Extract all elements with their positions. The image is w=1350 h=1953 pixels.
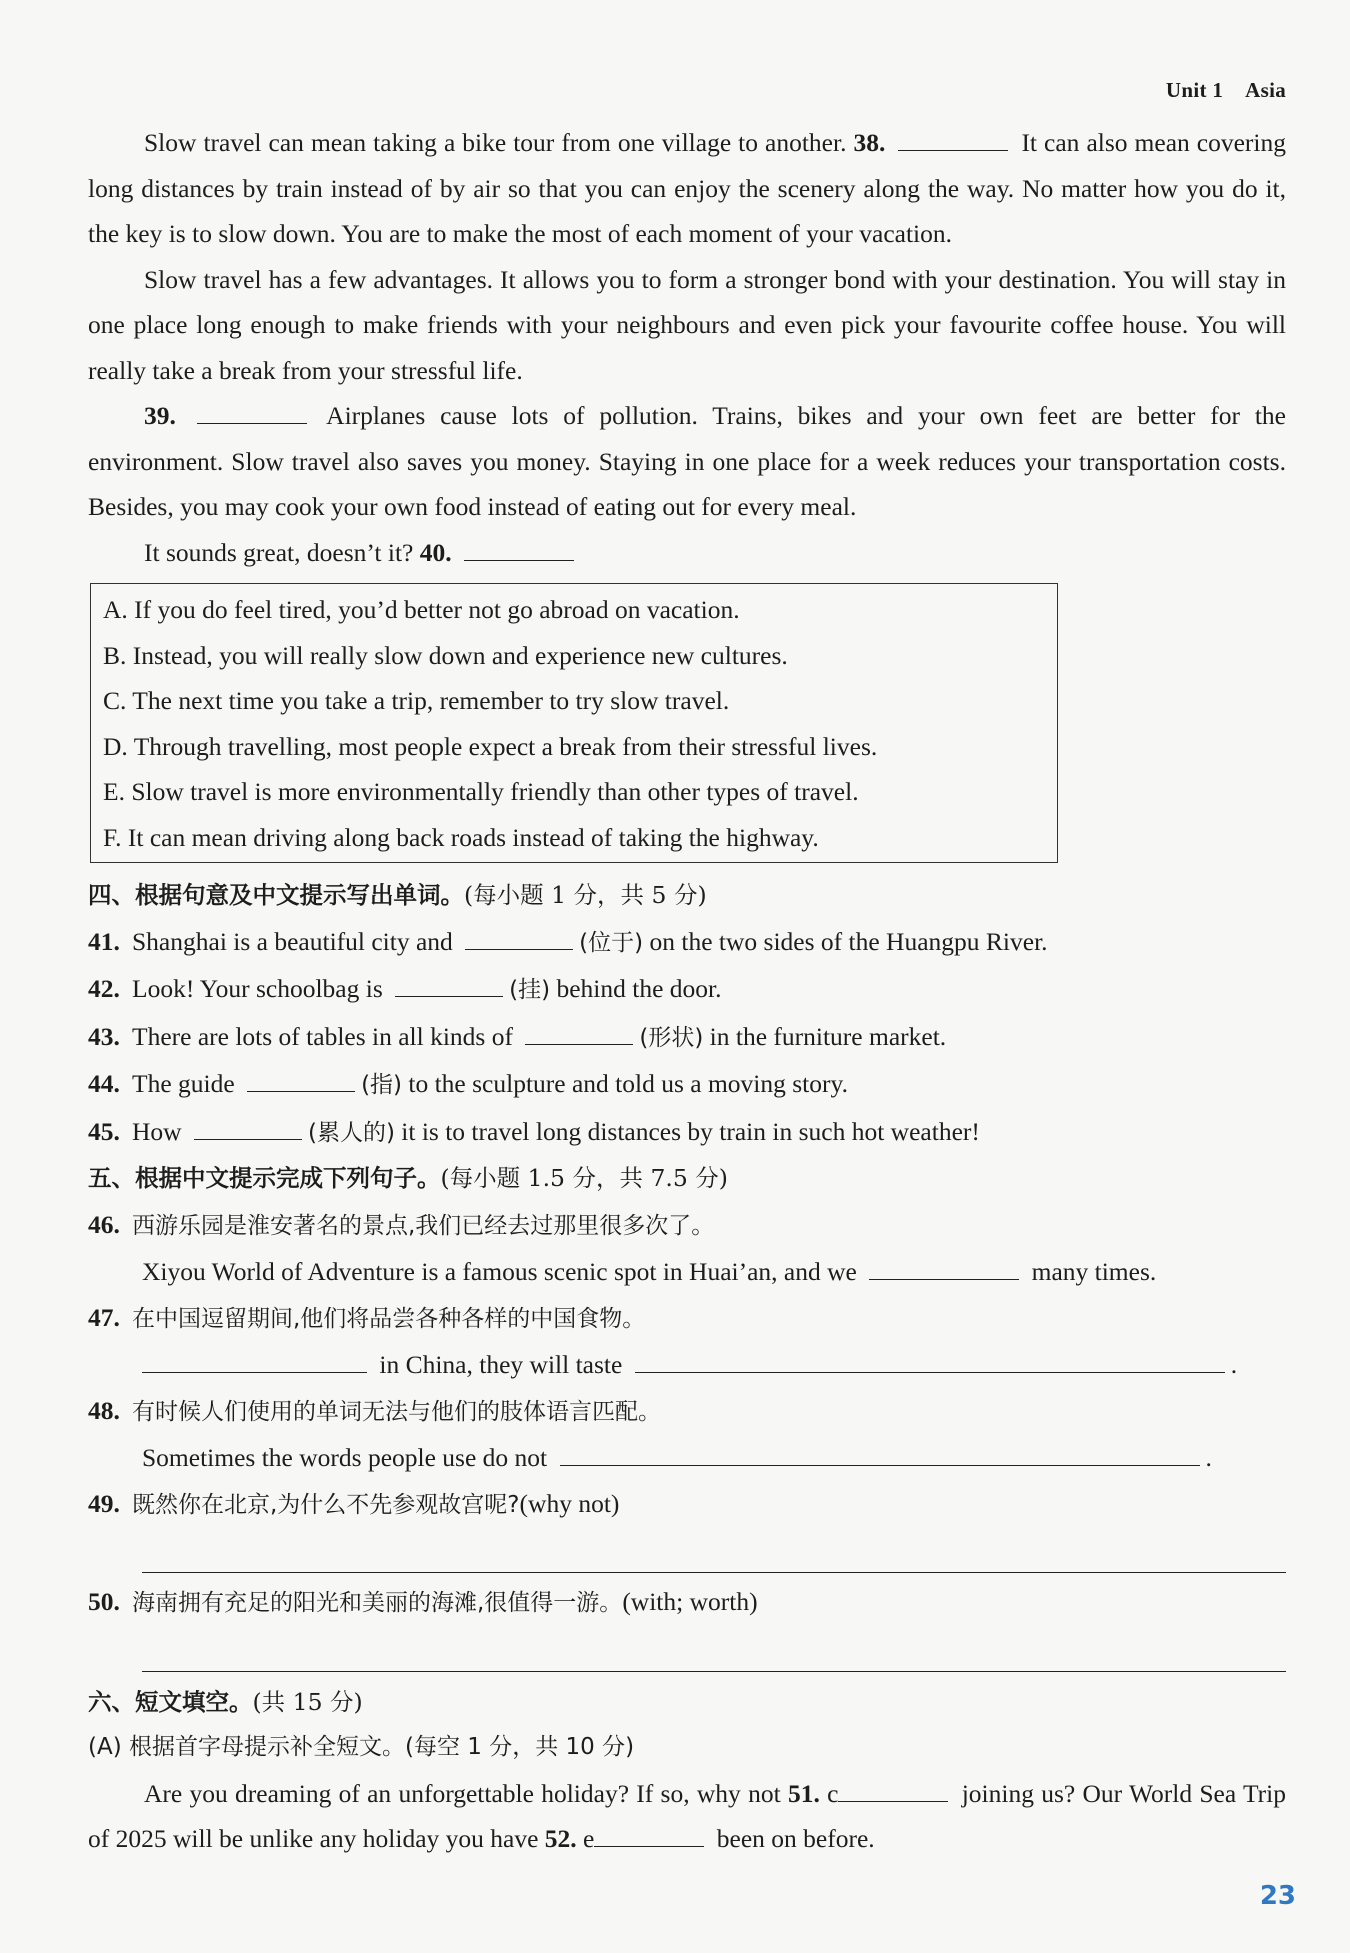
answer-blank-40[interactable]	[464, 534, 574, 561]
answer-blank-45[interactable]	[194, 1113, 302, 1140]
answer-blank-39[interactable]	[197, 397, 307, 424]
question-41	[88, 919, 1286, 967]
option-c: C. The next time you take a trip, remember to try slow travel.	[103, 686, 730, 715]
option-a: A. If you do feel tired, you’d better not go abroad on vacation.	[103, 595, 740, 624]
question-number: 42.	[88, 974, 120, 1003]
question-number: 44.	[88, 1069, 120, 1098]
section-title: 四、根据句意及中文提示写出单词。	[88, 881, 464, 909]
passage-paragraph-4	[88, 530, 1286, 576]
question-text: Sometimes the words people use do not	[142, 1443, 548, 1472]
question-number: 50.	[88, 1587, 120, 1616]
chinese-hint: (挂)	[509, 977, 551, 1003]
answer-blank-47a[interactable]	[142, 1346, 367, 1373]
page-content	[88, 120, 1286, 1862]
question-number: 46.	[88, 1209, 120, 1239]
question-number: 47.	[88, 1302, 120, 1332]
answer-blank-44[interactable]	[247, 1065, 355, 1092]
section-4-heading	[88, 873, 1286, 919]
question-text: behind the door.	[556, 974, 722, 1003]
question-42	[88, 966, 1286, 1014]
chinese-hint: (指)	[361, 1072, 403, 1098]
page-number: 23	[1259, 1881, 1296, 1911]
question-number: 48.	[88, 1395, 120, 1425]
passage-text: Are you dreaming of an unforgettable holiday? If so, why not	[144, 1778, 781, 1808]
question-46-english	[88, 1249, 1286, 1295]
section-title: 六、短文填空。	[88, 1687, 253, 1716]
question-number-38: 38.	[853, 128, 886, 157]
question-number: 45.	[88, 1116, 120, 1146]
chinese-sentence: 有时候人们使用的单词无法与他们的肢体语言匹配。	[132, 1398, 661, 1425]
options-box	[90, 583, 1058, 863]
section-5-heading	[88, 1156, 1286, 1202]
option-f: F. It can mean driving along back roads instead of taking the highway.	[103, 822, 819, 852]
section-note: (每小题 1 分，共 5 分)	[464, 881, 707, 909]
period: .	[1205, 1443, 1212, 1472]
answer-blank-41[interactable]	[465, 923, 573, 950]
section-note: (共 15 分)	[252, 1687, 363, 1716]
passage-6a	[88, 1771, 1286, 1862]
question-text: on the two sides of the Huangpu River.	[649, 926, 1048, 956]
question-text: Look! Your schoolbag is	[132, 974, 383, 1003]
passage-text: Slow travel can mean taking a bike tour from one village to another.	[144, 128, 847, 157]
answer-blank-38[interactable]	[898, 124, 1008, 151]
section-note: (每小题 1.5 分，共 7.5 分)	[440, 1164, 728, 1192]
question-46	[88, 1202, 1286, 1250]
chinese-sentence: 既然你在北京,为什么不先参观故宫呢?	[132, 1491, 520, 1518]
period: .	[1230, 1350, 1238, 1379]
chinese-sentence: 西游乐园是淮安著名的景点,我们已经去过那里很多次了。	[132, 1212, 715, 1239]
section-title: 五、根据中文提示完成下列句子。	[88, 1164, 441, 1192]
question-48-english	[88, 1435, 1286, 1481]
passage-paragraph-1	[88, 120, 1286, 257]
answer-blank-51[interactable]	[838, 1775, 948, 1802]
header-unit: Unit 1	[1165, 78, 1224, 102]
question-text: Xiyou World of Adventure is a famous scenic spot in Huai’an, and we	[142, 1257, 857, 1286]
hint-words: (why not)	[519, 1488, 620, 1518]
option-d: D. Through travelling, most people expect a break from their stressful lives.	[103, 731, 878, 761]
option-b: B. Instead, you will really slow down and experience new cultures.	[103, 640, 788, 670]
question-text: to the sculpture and told us a moving story.	[408, 1069, 848, 1098]
question-text: in the furniture market.	[709, 1021, 947, 1051]
chinese-hint: (形状)	[639, 1024, 704, 1051]
question-number-40: 40.	[419, 537, 452, 567]
passage-text: Airplanes cause lots of pollution. Trains, bikes and your own feet are better for the environment. Slow travel also saves you money. Staying in one place for a week reduces your transportation costs. Besides, you may cook your own food instead of eating out for every meal.	[88, 401, 1286, 521]
question-text: many times.	[1031, 1257, 1157, 1286]
question-44	[88, 1061, 1286, 1109]
question-text: How	[132, 1116, 182, 1146]
chinese-sentence: 在中国逗留期间,他们将品尝各种各样的中国食物。	[132, 1305, 646, 1332]
passage-text: joining us? Our World Sea Trip of 2025 will be unlike any holiday you have	[88, 1778, 1287, 1853]
question-47	[88, 1295, 1286, 1343]
question-text: Shanghai is a beautiful city and	[132, 926, 453, 956]
question-number: 43.	[88, 1021, 120, 1051]
question-number-51: 51.	[787, 1778, 820, 1808]
question-number: 49.	[88, 1488, 120, 1518]
section-6-part-a-heading	[88, 1725, 1286, 1771]
question-number-39: 39.	[144, 401, 176, 430]
question-text: The guide	[132, 1069, 235, 1098]
chinese-sentence: 海南拥有充足的阳光和美丽的海滩,很值得一游。	[132, 1590, 623, 1616]
passage-paragraph-3	[88, 393, 1286, 530]
hint-words: (with; worth)	[622, 1587, 758, 1616]
part-note: (每空 1 分，共 10 分)	[405, 1734, 635, 1760]
answer-blank-42[interactable]	[395, 970, 503, 997]
passage-text: It sounds great, doesn’t it?	[144, 537, 414, 567]
chinese-hint: (位于)	[579, 929, 644, 956]
answer-blank-46[interactable]	[869, 1253, 1019, 1280]
question-text: it is to travel long distances by train in such hot weather!	[401, 1116, 980, 1146]
question-48	[88, 1388, 1286, 1436]
question-43	[88, 1014, 1286, 1062]
question-number: 41.	[88, 926, 120, 956]
header-title: Asia	[1245, 78, 1286, 102]
passage-paragraph-2: Slow travel has a few advantages. It allows you to form a stronger bond with your destination. You will stay in one place long enough to make friends with your neighbours and even pick your favourite coffee house. You will really take a break from your stressful life.	[88, 264, 1286, 385]
section-6-heading	[88, 1680, 1286, 1726]
page-header	[1166, 78, 1286, 103]
question-49	[88, 1481, 1286, 1529]
initial-letter-51: c	[827, 1778, 839, 1808]
question-text: in China, they will taste	[379, 1350, 623, 1379]
option-e: E. Slow travel is more environmentally friendly than other types of travel.	[103, 777, 859, 806]
answer-blank-47b[interactable]	[635, 1346, 1225, 1373]
answer-blank-52[interactable]	[594, 1820, 704, 1847]
answer-blank-48[interactable]	[560, 1439, 1200, 1466]
question-50	[88, 1579, 1286, 1627]
question-text: There are lots of tables in all kinds of	[132, 1021, 513, 1051]
passage-text: It can also mean covering long distances by train instead of by air so that you can enjoy the scenery along the way. No matter how you do it, the key is to slow down. You are to make the most of each moment of your vacation.	[88, 128, 1287, 248]
answer-line-50[interactable]	[142, 1627, 1286, 1672]
question-47-english	[88, 1342, 1286, 1388]
answer-line-49[interactable]	[142, 1528, 1286, 1573]
question-number-52: 52.	[544, 1824, 577, 1853]
answer-blank-43[interactable]	[525, 1018, 633, 1045]
part-title: (A) 根据首字母提示补全短文。	[88, 1734, 405, 1760]
passage-text: been on before.	[716, 1824, 875, 1853]
chinese-hint: (累人的)	[307, 1119, 395, 1146]
question-45	[88, 1109, 1286, 1157]
initial-letter-52: e	[583, 1824, 595, 1853]
